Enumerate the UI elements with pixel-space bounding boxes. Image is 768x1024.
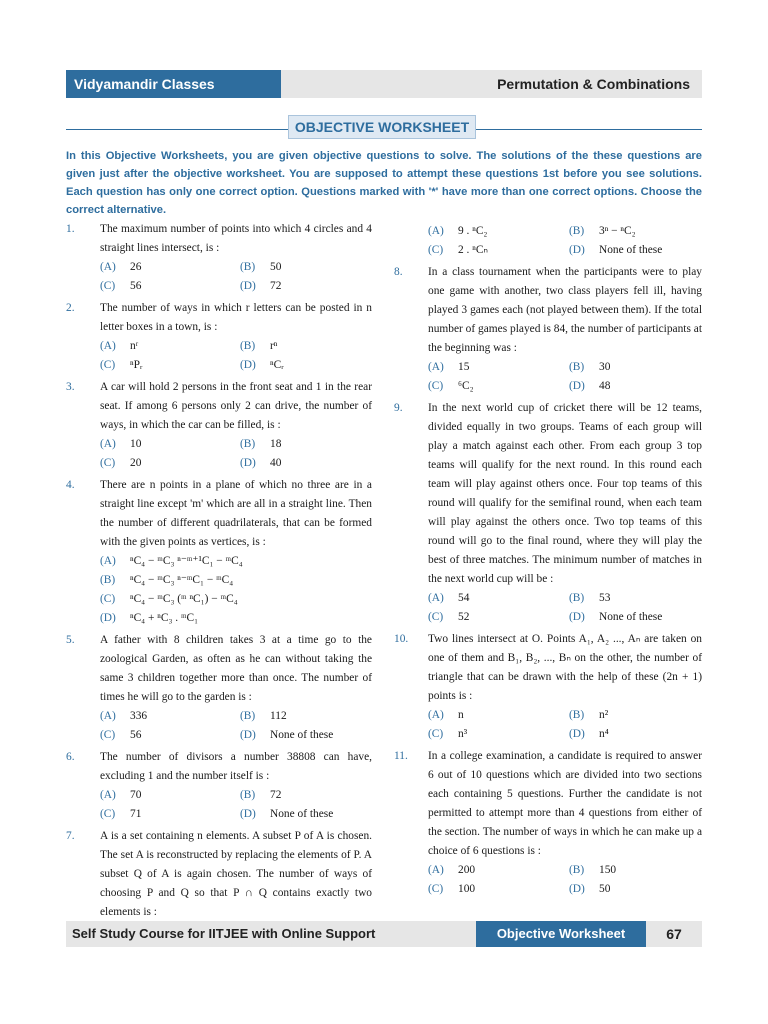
question	[394, 747, 702, 899]
option-text: 20	[130, 457, 142, 469]
worksheet-title: OBJECTIVE WORKSHEET	[288, 115, 476, 139]
left-column	[66, 220, 372, 925]
question-number: 9.	[394, 402, 403, 414]
option-text: 18	[270, 438, 282, 450]
option-text: ⁿC₄ + ⁿC₃ . ᵐC₁	[130, 612, 199, 624]
option-text: 71	[130, 808, 142, 820]
option	[240, 435, 372, 454]
option	[100, 726, 232, 745]
option	[100, 707, 232, 726]
option-text: 150	[599, 864, 617, 876]
option-text: 9 . ⁿC₂	[458, 225, 488, 237]
options-grid	[428, 861, 702, 899]
option-text: n⁴	[599, 728, 609, 740]
option	[428, 358, 561, 377]
option	[569, 861, 702, 880]
option-text: 15	[458, 361, 470, 373]
option-label: (B)	[240, 261, 256, 273]
option-text: ⁿC₄ − ᵐC₃ ⁿ⁻ᵐ⁺¹C₁ − ᵐC₄	[130, 555, 243, 567]
question-text: There are n points in a plane of which no three are in a straight line except 'm' which are all in a straight line. Then the number of different quadrilaterals, that can be formed with the given points as vertices, is :	[100, 479, 372, 548]
question	[394, 399, 702, 627]
option	[240, 786, 372, 805]
option	[240, 707, 372, 726]
option	[100, 435, 232, 454]
options-grid	[100, 258, 372, 296]
question-number: 11.	[394, 750, 408, 762]
option-text: 3ⁿ − ⁿC₂	[599, 225, 636, 237]
option	[428, 589, 561, 608]
option	[100, 277, 232, 296]
option	[428, 861, 561, 880]
option-text: 30	[599, 361, 611, 373]
option	[240, 726, 372, 745]
question-text: The number of ways in which r letters can be posted in n letter boxes in a town, is :	[100, 302, 372, 333]
question-text: Two lines intersect at O. Points A₁, A₂ ..., Aₙ are taken on one of them and B₁, B₂, ..., Bₙ on the other, the number of triangle that can be drawn with the help of these (2n + 1) points is :	[428, 633, 702, 702]
option-label: (D)	[240, 808, 256, 820]
option-label: (D)	[569, 883, 585, 895]
option	[100, 805, 232, 824]
options-grid	[100, 435, 372, 473]
option-text: 50	[599, 883, 611, 895]
header-chapter: Permutation & Combinations	[497, 76, 690, 92]
question-number: 2.	[66, 302, 75, 314]
question-number: 6.	[66, 751, 75, 763]
option	[100, 552, 372, 571]
question-text: The number of divisors a number 38808 can have, excluding 1 and the number itself is :	[100, 751, 372, 782]
option-text: 72	[270, 280, 282, 292]
question	[394, 630, 702, 744]
question	[394, 263, 702, 396]
footer-section: Objective Worksheet	[476, 921, 646, 947]
option	[240, 337, 372, 356]
option-label: (A)	[428, 361, 444, 373]
option-label: (A)	[100, 555, 116, 567]
option	[100, 356, 232, 375]
option	[100, 571, 372, 590]
option-label: (A)	[100, 438, 116, 450]
option	[240, 277, 372, 296]
option-text: None of these	[270, 729, 334, 741]
option	[100, 258, 232, 277]
options-grid	[428, 589, 702, 627]
options-grid	[428, 358, 702, 396]
option-label: (A)	[428, 592, 444, 604]
option-text: rⁿ	[270, 340, 278, 352]
option-label: (A)	[428, 709, 444, 721]
option-text: 100	[458, 883, 476, 895]
question	[66, 299, 372, 375]
option	[240, 258, 372, 277]
option	[569, 706, 702, 725]
option	[569, 880, 702, 899]
options-grid	[100, 786, 372, 824]
option	[240, 805, 372, 824]
option-label: (D)	[100, 612, 116, 624]
option-text: 200	[458, 864, 476, 876]
option-label: (B)	[100, 574, 116, 586]
option-text: 70	[130, 789, 142, 801]
header-brand: Vidyamandir Classes	[66, 70, 281, 98]
option-label: (B)	[240, 340, 256, 352]
option-label: (C)	[100, 359, 116, 371]
option-label: (A)	[100, 789, 116, 801]
question-number: 3.	[66, 381, 75, 393]
option-label: (B)	[569, 709, 585, 721]
option	[569, 377, 702, 396]
option	[569, 241, 702, 260]
intro-paragraph: In this Objective Worksheets, you are given objective questions to solve. The solutions of the these questions are given just after the objective worksheet. You are supposed to attempt these questions 1st before you see solutions. Each question has only one correct option. Questions marked with '*' have more than one correct options. Choose the correct alternative.	[66, 150, 702, 216]
option-text: 112	[270, 710, 287, 722]
option	[428, 377, 561, 396]
option-text: None of these	[599, 244, 663, 256]
option-text: ⁿPᵣ	[130, 359, 143, 371]
question-7-options	[394, 222, 702, 260]
option-text: None of these	[599, 611, 663, 623]
option	[569, 608, 702, 627]
question	[66, 378, 372, 473]
option-label: (B)	[240, 789, 256, 801]
option-text: 26	[130, 261, 142, 273]
right-column	[394, 222, 702, 902]
question-number: 10.	[394, 633, 409, 645]
option	[428, 608, 561, 627]
option-label: (C)	[428, 883, 444, 895]
options-grid	[100, 707, 372, 745]
option-text: ⁿC₄ − ᵐC₃ (ᵐ ⁿC₁) − ᵐC₄	[130, 593, 238, 605]
option-label: (C)	[100, 593, 116, 605]
option-label: (C)	[428, 244, 444, 256]
option-text: 50	[270, 261, 282, 273]
option	[100, 786, 232, 805]
option-text: None of these	[270, 808, 334, 820]
option-label: (C)	[100, 280, 116, 292]
question	[66, 748, 372, 824]
question	[66, 827, 372, 922]
question-text: In a college examination, a candidate is required to answer 6 out of 10 questions which are divided into two sections each containing 5 questions. Further the candidate is not permitted to attempt more than 4 questions from either of the section. The number of ways in which he can make up a choice of 6 questions is :	[428, 750, 702, 857]
question	[66, 631, 372, 745]
option-label: (B)	[240, 710, 256, 722]
option-text: n³	[458, 728, 468, 740]
page-number: 67	[666, 926, 682, 942]
option	[100, 337, 232, 356]
option-label: (D)	[569, 244, 585, 256]
option-text: ⁶C₂	[458, 380, 474, 392]
option-label: (A)	[100, 261, 116, 273]
option-label: (D)	[569, 380, 585, 392]
option-text: 2 . ⁿCₙ	[458, 244, 488, 256]
option-label: (B)	[569, 864, 585, 876]
question-text: A is a set containing n elements. A subset P of A is chosen. The set A is reconstructed by replacing the elements of P. A subset Q of A is again chosen. The number of ways of choosing P and Q so that P ∩ Q contains exactly two elements is :	[100, 830, 372, 918]
option	[428, 241, 561, 260]
option-text: 53	[599, 592, 611, 604]
option-label: (C)	[428, 380, 444, 392]
option	[100, 454, 232, 473]
option-text: n²	[599, 709, 609, 721]
option	[569, 589, 702, 608]
option-label: (A)	[100, 710, 116, 722]
question-text: A father with 8 children takes 3 at a time go to the zoological Garden, as often as he can without taking the same 3 children together more than once. The number of times he will go to the garden is :	[100, 634, 372, 703]
option-text: 56	[130, 280, 142, 292]
footer-course: Self Study Course for IITJEE with Online Support	[72, 926, 376, 941]
option-text: 72	[270, 789, 282, 801]
option-label: (C)	[100, 457, 116, 469]
option	[240, 454, 372, 473]
options-grid	[100, 337, 372, 375]
option-label: (A)	[428, 864, 444, 876]
option-label: (D)	[240, 729, 256, 741]
question-text: The maximum number of points into which 4 circles and 4 straight lines intersect, is :	[100, 223, 372, 254]
option	[569, 358, 702, 377]
option-text: 40	[270, 457, 282, 469]
option-text: n	[458, 709, 464, 721]
option-label: (A)	[100, 340, 116, 352]
options-grid	[100, 552, 372, 628]
option-label: (D)	[240, 280, 256, 292]
question-number: 8.	[394, 266, 403, 278]
question-number: 7.	[66, 830, 75, 842]
option-text: nʳ	[130, 340, 139, 352]
option-label: (C)	[428, 611, 444, 623]
option-label: (D)	[569, 728, 585, 740]
option-text: 56	[130, 729, 142, 741]
option-text: 54	[458, 592, 470, 604]
option-text: ⁿC₄ − ᵐC₃ ⁿ⁻ᵐC₁ − ᵐC₄	[130, 574, 234, 586]
option	[100, 609, 372, 628]
option-text: 10	[130, 438, 142, 450]
option-label: (B)	[569, 225, 585, 237]
option-label: (A)	[428, 225, 444, 237]
option-label: (D)	[240, 457, 256, 469]
question	[66, 476, 372, 628]
question	[66, 220, 372, 296]
option	[428, 880, 561, 899]
question-number: 5.	[66, 634, 75, 646]
option-text: 48	[599, 380, 611, 392]
option	[428, 725, 561, 744]
option	[240, 356, 372, 375]
option-label: (D)	[569, 611, 585, 623]
option-label: (C)	[100, 729, 116, 741]
option-label: (C)	[100, 808, 116, 820]
option-label: (B)	[569, 592, 585, 604]
question-number: 1.	[66, 223, 75, 235]
option-text: ⁿCᵣ	[270, 359, 284, 371]
option	[100, 590, 372, 609]
option-text: 52	[458, 611, 470, 623]
option-text: 336	[130, 710, 148, 722]
option-label: (C)	[428, 728, 444, 740]
options-grid	[428, 706, 702, 744]
option	[569, 725, 702, 744]
option	[428, 706, 561, 725]
question-text: In the next world cup of cricket there will be 12 teams, divided equally in two groups. Teams of each group will play a match against each other. From each group 3 top teams will qualify for the next round. In this round each team will play against others once. Four top teams of this round will qualify for the semifinal round, when each team will play against the others once. Two top teams of this round will go to the final round, where they will play the best of three matches. The minimum number of matches in the next world cup will be :	[428, 402, 702, 585]
option-label: (B)	[569, 361, 585, 373]
question-text: A car will hold 2 persons in the front seat and 1 in the rear seat. If among 6 persons only 2 can drive, the number of ways, in which the car can be filled, is :	[100, 381, 372, 431]
question-text: In a class tournament when the participants were to play one game with another, two class players fell ill, having played 3 games each (not played between them). If the total number of games played is 84, the number of participants at the beginning was :	[428, 266, 702, 354]
option	[569, 222, 702, 241]
option-label: (D)	[240, 359, 256, 371]
question-number: 4.	[66, 479, 75, 491]
option-label: (B)	[240, 438, 256, 450]
option	[428, 222, 561, 241]
options-grid	[428, 222, 702, 260]
